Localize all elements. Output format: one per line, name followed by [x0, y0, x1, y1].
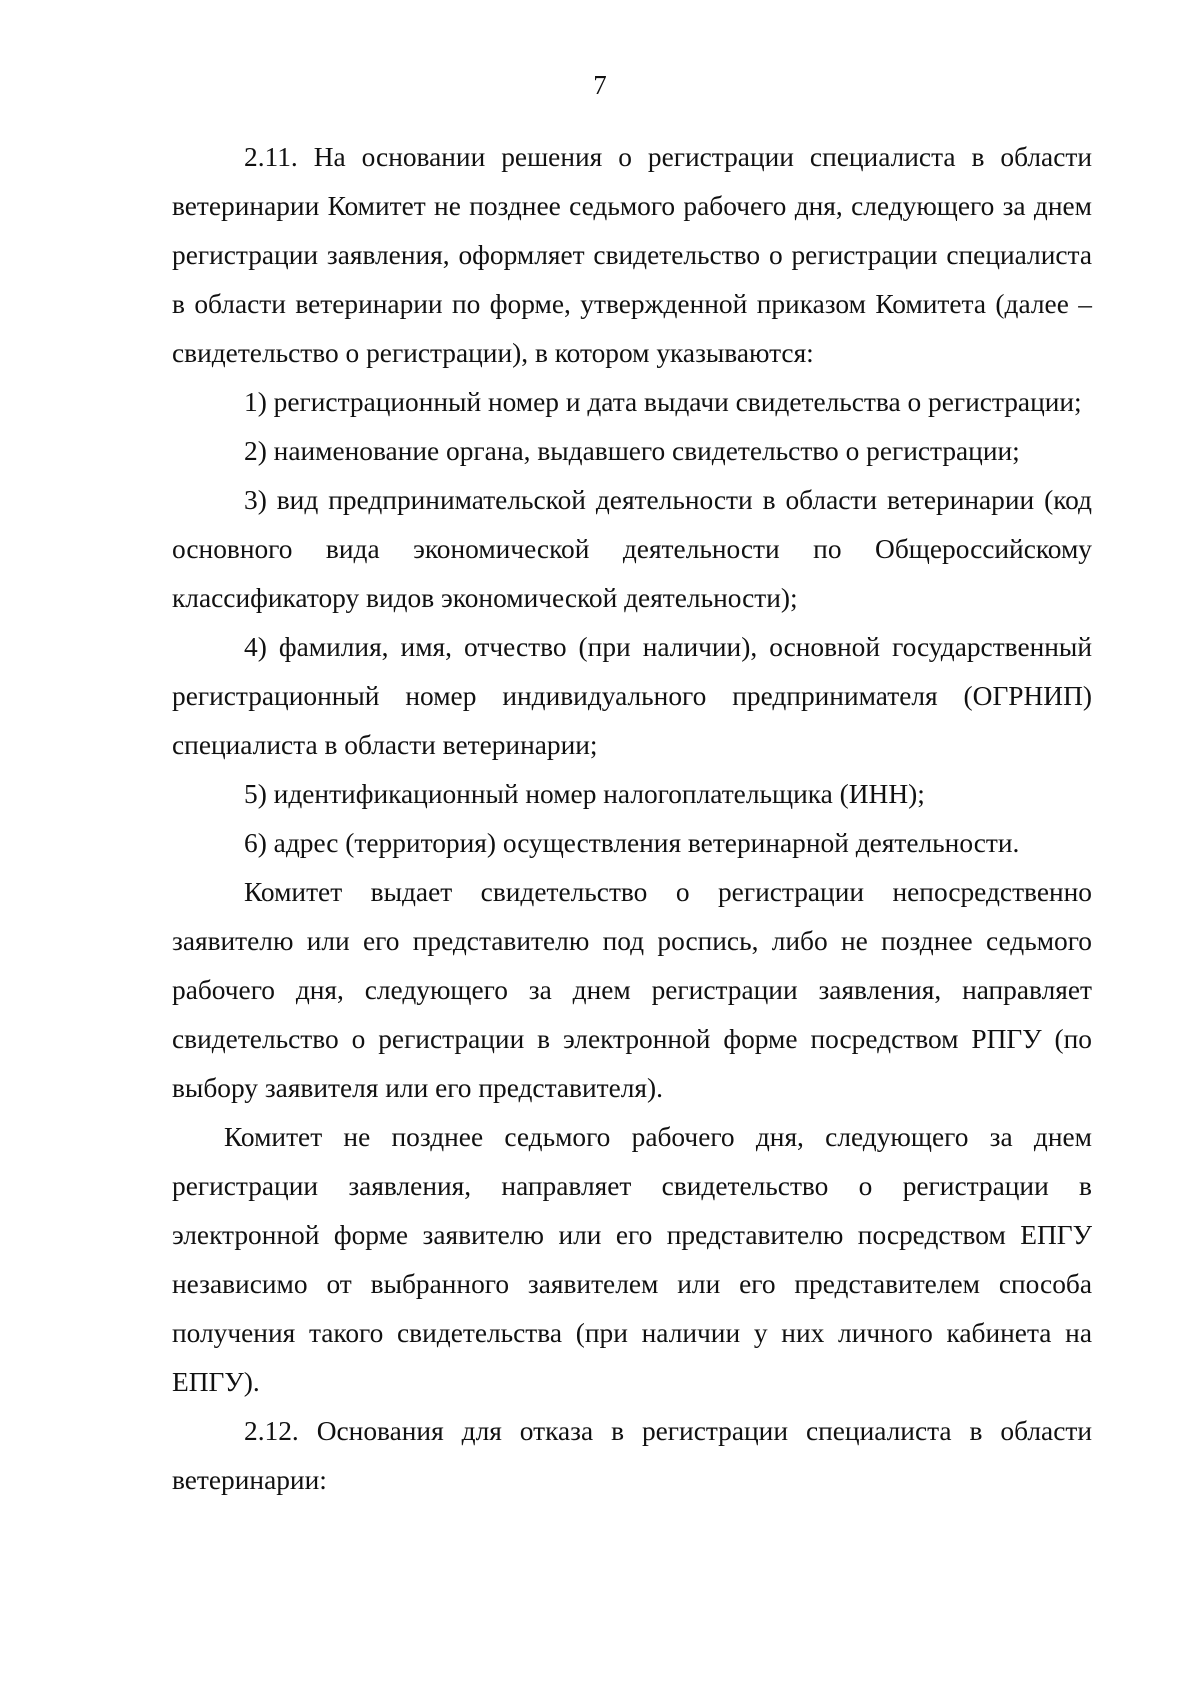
- list-item-6: 6) адрес (территория) осуществления ветеринарной деятельности.: [244, 828, 1020, 858]
- paragraph-2-12: 2.12. Основания для отказа в регистрации специалиста в области ветеринарии:: [172, 1416, 1092, 1495]
- list-item-3: 3) вид предпринимательской деятельности в области ветеринарии (код основного вида экономической деятельности по Общероссийскому классификатору видов экономической деятельности);: [172, 485, 1092, 613]
- paragraph-epgu: Комитет не позднее седьмого рабочего дня, следующего за днем регистрации заявления, направляет свидетельство о регистрации в электронной форме заявителю или его представителю посредством ЕПГУ независимо от выбранного заявителем или его представителем способа получения такого свидетельства (при наличии у них личного кабинета на ЕПГУ).: [172, 1122, 1092, 1397]
- list-item-1: 1) регистрационный номер и дата выдачи свидетельства о регистрации;: [244, 387, 1082, 417]
- paragraph-2-11: 2.11. На основании решения о регистрации специалиста в области ветеринарии Комитет не позднее седьмого рабочего дня, следующего за днем регистрации заявления, оформляет свидетельство о регистрации специалиста в области ветеринарии по форме, утвержденной приказом Комитета (далее – свидетельство о регистрации), в котором указываются:: [172, 142, 1092, 368]
- page-number: 7: [593, 70, 607, 100]
- paragraph-issuance: Комитет выдает свидетельство о регистрации непосредственно заявителю или его представителю под роспись, либо не позднее седьмого рабочего дня, следующего за днем регистрации заявления, направляет свидетельство о регистрации в электронной форме посредством РПГУ (по выбору заявителя или его представителя).: [172, 877, 1092, 1103]
- list-item-5: 5) идентификационный номер налогоплательщика (ИНН);: [244, 779, 925, 809]
- list-item-2: 2) наименование органа, выдавшего свидетельство о регистрации;: [244, 436, 1020, 466]
- list-item-4: 4) фамилия, имя, отчество (при наличии), основной государственный регистрационный номер индивидуального предпринимателя (ОГРНИП) специалиста в области ветеринарии;: [172, 632, 1092, 760]
- document-body: [172, 133, 1092, 1505]
